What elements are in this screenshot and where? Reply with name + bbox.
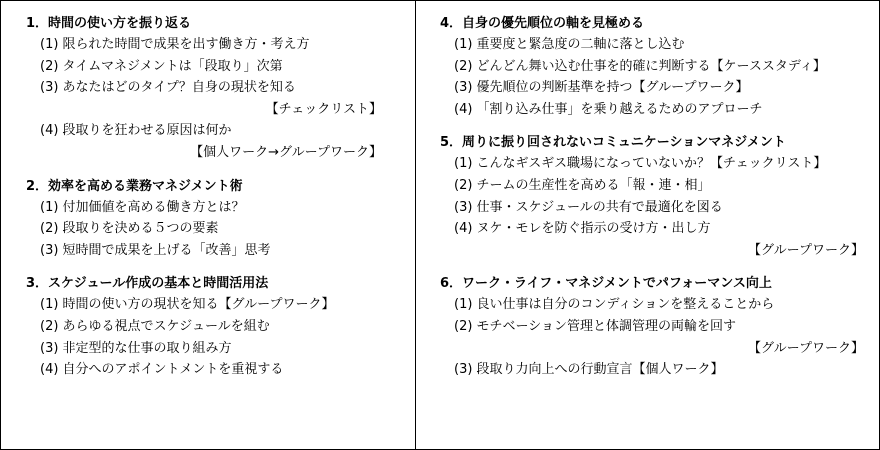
agenda-item-tag: 【個人ワーク→グループワーク】 xyxy=(190,144,382,160)
right-column xyxy=(440,13,864,393)
section-heading: 6．ワーク・ライフ・マネジメントでパフォーマンス向上 xyxy=(440,276,772,292)
section-heading: 5．周りに振り回されないコミュニケーションマネジメント xyxy=(440,135,786,151)
agenda-item-tag: 【チェックリスト】 xyxy=(265,101,382,117)
agenda-section xyxy=(440,132,864,261)
section-heading: 1．時間の使い方を振り返る xyxy=(26,16,192,31)
agenda-item: (3) あなたはどのタイプ？自身の現状を知る xyxy=(40,80,296,96)
agenda-item: (1) 時間の使い方の現状を知る【グループワーク】 xyxy=(40,297,335,313)
agenda-item: (1) こんなギスギス職場になっていないか？【チェックリスト】 xyxy=(454,156,827,172)
agenda-section xyxy=(440,13,864,120)
agenda-section xyxy=(440,273,864,380)
agenda-item-tag: 【グループワーク】 xyxy=(748,340,864,356)
agenda-item: (1) 重要度と緊急度の二軸に落とし込む xyxy=(454,37,685,52)
agenda-item: (2) チームの生産性を高める「報・連・相」 xyxy=(454,177,711,193)
agenda-item: (3) 非定型的な仕事の取り組み方 xyxy=(40,340,232,356)
section-heading: 3．スケジュール作成の基本と時間活用法 xyxy=(26,276,269,292)
section-heading: 2．効率を高める業務マネジメント術 xyxy=(26,178,243,194)
agenda-item: (2) どんどん舞い込む仕事を的確に判断する【ケーススタディ】 xyxy=(454,58,826,74)
agenda-item: (2) タイムマネジメントは「段取り」次第 xyxy=(40,58,283,74)
agenda-item: (4) ヌケ・モレを防ぐ指示の受け方・出し方 xyxy=(454,221,711,237)
agenda-item: (3) 優先順位の判断基準を持つ【グループワーク】 xyxy=(454,80,749,96)
agenda-section xyxy=(26,13,382,164)
agenda-section xyxy=(26,273,382,380)
agenda-item: (3) 短時間で成果を上げる「改善」思考 xyxy=(40,242,271,258)
left-column xyxy=(26,13,382,393)
agenda-item: (4) 自分へのアポイントメントを重視する xyxy=(40,362,284,378)
agenda-item: (3) 仕事・スケジュールの共有で最適化を図る xyxy=(454,199,723,215)
agenda-item: (1) 付加価値を高める働き方とは？ xyxy=(40,199,245,215)
agenda-item-tag: 【グループワーク】 xyxy=(748,242,864,258)
agenda-item: (4) 段取りを狂わせる原因は何か xyxy=(40,123,232,139)
agenda-item: (1) 限られた時間で成果を出す働き方・考え方 xyxy=(40,37,310,52)
section-heading: 4．自身の優先順位の軸を見極める xyxy=(440,16,645,31)
agenda-item: (4) 「割り込み仕事」を乗り越えるためのアプローチ xyxy=(454,101,763,117)
column-divider xyxy=(415,0,416,450)
agenda-item: (3) 段取り力向上への行動宣言【個人ワーク】 xyxy=(454,362,724,378)
agenda-item: (2) 段取りを決める５つの要素 xyxy=(40,221,219,237)
agenda-section xyxy=(26,176,382,262)
agenda-item: (2) モチベーション管理と体調管理の両輪を回す xyxy=(454,318,737,334)
agenda-item: (1) 良い仕事は自分のコンディションを整えることから xyxy=(454,297,775,313)
agenda-item: (2) あらゆる視点でスケジュールを組む xyxy=(40,318,270,334)
